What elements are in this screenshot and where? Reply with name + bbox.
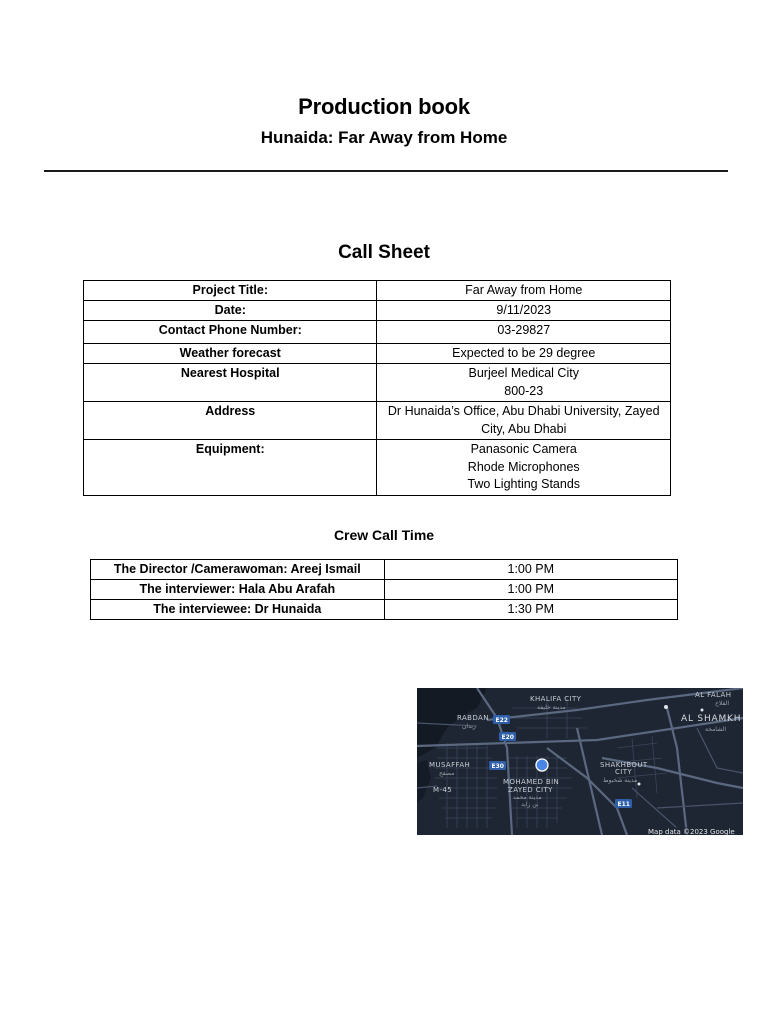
map-label-mbz-ar-line2: بن زايد — [521, 801, 539, 808]
row-value — [377, 440, 671, 496]
map-label-khalifa-city: KHALIFA CITY — [530, 695, 582, 703]
header-divider — [44, 170, 728, 172]
row-label: Nearest Hospital — [84, 364, 377, 402]
row-value: 9/11/2023 — [377, 301, 671, 321]
crew-time: 1:00 PM — [384, 560, 677, 580]
crew-call-time-heading: Crew Call Time — [333, 527, 435, 543]
value-line: City, Abu Dhabi — [481, 421, 567, 436]
map-label-al-falah-ar: الفلاح — [715, 700, 729, 707]
map-label-al-falah: AL FALAH — [695, 691, 732, 699]
map-label-al-shamkha-ar: الشامخة — [705, 726, 726, 733]
table-row — [84, 364, 671, 402]
value-line: Burjeel Medical City — [468, 366, 579, 380]
value-line: Two Lighting Stands — [467, 477, 581, 491]
row-label: Date: — [84, 301, 377, 321]
table-row — [84, 321, 671, 344]
page-subtitle: Hunaida: Far Away from Home — [260, 128, 508, 147]
row-label: Project Title: — [84, 281, 377, 301]
value-line: Dr Hunaida’s Office, Abu Dhabi University, Zayed — [387, 404, 660, 418]
crew-role: The Director /Camerawoman: Areej Ismail — [91, 560, 385, 580]
svg-text:E30: E30 — [491, 763, 504, 770]
row-label: Address — [84, 402, 377, 440]
crew-role: The interviewee: Dr Hunaida — [91, 600, 385, 620]
map-label-m45: M-45 — [433, 786, 453, 794]
row-label: Weather forecast — [84, 344, 377, 364]
crew-time: 1:00 PM — [384, 580, 677, 600]
map-label-shakhbout-ar: مدينة شخبوط — [603, 777, 638, 784]
row-value: Far Away from Home — [377, 281, 671, 301]
map-label-mbz-line1: MOHAMED BIN — [503, 778, 560, 786]
map-canvas — [417, 688, 743, 835]
value-line: Panasonic Camera — [470, 442, 577, 456]
table-row — [91, 580, 678, 600]
map-attribution: Map data ©2023 Google — [648, 828, 735, 835]
value-line: Rhode Microphones — [467, 459, 580, 474]
svg-text:E11: E11 — [617, 801, 630, 808]
map-label-shakhbout-city: CITY — [615, 768, 633, 776]
crew-role: The interviewer: Hala Abu Arafah — [91, 580, 385, 600]
map-label-khalifa-city-ar: مدينة خليفة — [537, 704, 566, 711]
svg-text:E22: E22 — [495, 717, 508, 724]
location-map[interactable] — [417, 688, 743, 835]
table-row — [91, 560, 678, 580]
crew-call-time-table — [90, 559, 678, 620]
map-label-rabdan-ar: ربدان — [462, 723, 476, 730]
row-value: 03-29827 — [377, 321, 671, 344]
page-title: Production book — [298, 94, 470, 119]
row-value — [377, 364, 671, 402]
row-value — [377, 402, 671, 440]
map-label-musaffah-ar: مصفح — [439, 770, 455, 777]
row-label: Equipment: — [84, 440, 377, 496]
table-row — [91, 600, 678, 620]
highway-shield-e11 — [615, 799, 632, 808]
row-label: Contact Phone Number: — [84, 321, 377, 344]
map-label-rabdan: RABDAN — [457, 714, 489, 722]
table-row — [84, 440, 671, 496]
value-line: 800-23 — [504, 383, 544, 398]
table-row — [84, 402, 671, 440]
map-label-mbz-ar-line1: مدينة محمد — [513, 794, 542, 801]
call-sheet-table — [83, 280, 671, 496]
table-row — [84, 281, 671, 301]
map-label-al-shamkha: AL SHAMKH — [681, 714, 742, 724]
highway-shield-e30 — [489, 761, 506, 770]
location-marker-icon[interactable] — [536, 759, 548, 771]
highway-shield-e22 — [493, 715, 510, 724]
map-label-musaffah: MUSAFFAH — [429, 761, 471, 769]
map-label-shakhbout: SHAKHBOUT — [600, 761, 648, 769]
crew-time: 1:30 PM — [384, 600, 677, 620]
row-value: Expected to be 29 degree — [377, 344, 671, 364]
map-label-mbz-line2: ZAYED CITY — [508, 786, 553, 794]
table-row — [84, 344, 671, 364]
highway-shield-e20 — [499, 732, 516, 741]
call-sheet-heading: Call Sheet — [338, 242, 430, 263]
svg-text:E20: E20 — [501, 734, 514, 741]
table-row — [84, 301, 671, 321]
